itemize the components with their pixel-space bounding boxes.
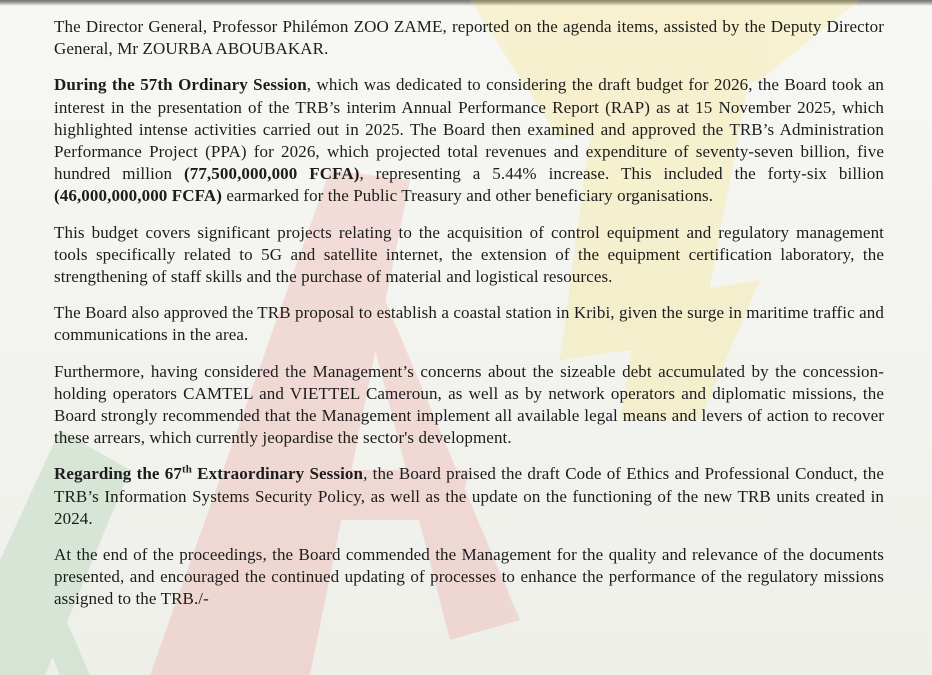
paragraph-extraordinary-session (54, 463, 884, 530)
paragraph-director-report (54, 16, 884, 60)
director-report-text: The Director General, Professor Philémon ZOO ZAME, reported on the agenda items, assisted by the Deputy Director General, Mr ZOURBA ABOUBAKAR. (54, 17, 884, 59)
page-top-edge (0, 0, 932, 6)
paragraph-ordinary-session (54, 74, 884, 207)
paragraph-debt-recovery (54, 361, 884, 450)
paragraph-coastal-station (54, 302, 884, 346)
extraordinary-heading-part-b: Extraordinary Session (191, 464, 364, 484)
closing-text: At the end of the proceedings, the Board commended the Management for the quality and relevance of the documents presented, and encouraged the continued updating of processes to enhance the performance of the regulatory missions assigned to the TRB./- (54, 545, 884, 609)
paragraph-budget-projects (54, 222, 884, 289)
extraordinary-heading-part-a: Regarding the 67 (54, 464, 182, 484)
paragraph-closing (54, 544, 884, 611)
extraordinary-session-text: , the Board praised the draft Code of Ethics and Professional Conduct, the TRB’s Information Systems Security Policy, as well as the update on the functioning of the new TRB units created in 2024. (54, 464, 884, 528)
ordinary-session-heading: During the 57th Ordinary Session (54, 75, 307, 95)
amount-public-treasury: (46,000,000,000 FCFA) (54, 186, 222, 206)
ordinal-suffix: th (181, 463, 192, 476)
ordinary-session-text-c: earmarked for the Public Treasury and other beneficiary organisations. (221, 186, 714, 206)
document-body (54, 16, 884, 611)
ordinary-session-text-b: , representing a 5.44% increase. This included the forty-six billion (359, 164, 884, 184)
extraordinary-session-heading (54, 464, 363, 483)
debt-recovery-text: Furthermore, having considered the Management’s concerns about the sizeable debt accumulated by the concession-holding operators CAMTEL and VIETTEL Cameroun, as well as by network operators and diplomatic missions, the Board strongly recommended that the Management implement all available legal means and levers of action to recover these arrears, which currently jeopardise the sector's development. (54, 361, 884, 448)
ordinary-session-text-a: , which was dedicated to considering the draft budget for 2026, the Board took an interest in the presentation of the TRB’s interim Annual Performance Report (RAP) as at 15 November 2025, which highlighted intense activities carried out in 2025. The Board then examined and approved the TRB’s Administration Performance Project (PPA) for 2026, which projected total revenues and expenditure of seventy-seven billion, five hundred million (54, 75, 885, 184)
budget-projects-text: This budget covers significant projects relating to the acquisition of control equipment and regulatory management tools specifically related to 5G and satellite internet, the extension of the equipment certification laboratory, the strengthening of staff skills and the purchase of material and logistical resources. (54, 222, 884, 287)
amount-total-budget: (77,500,000,000 FCFA) (183, 164, 360, 184)
coastal-station-text: The Board also approved the TRB proposal to establish a coastal station in Kribi, given the surge in maritime traffic and communications in the area. (54, 303, 884, 345)
